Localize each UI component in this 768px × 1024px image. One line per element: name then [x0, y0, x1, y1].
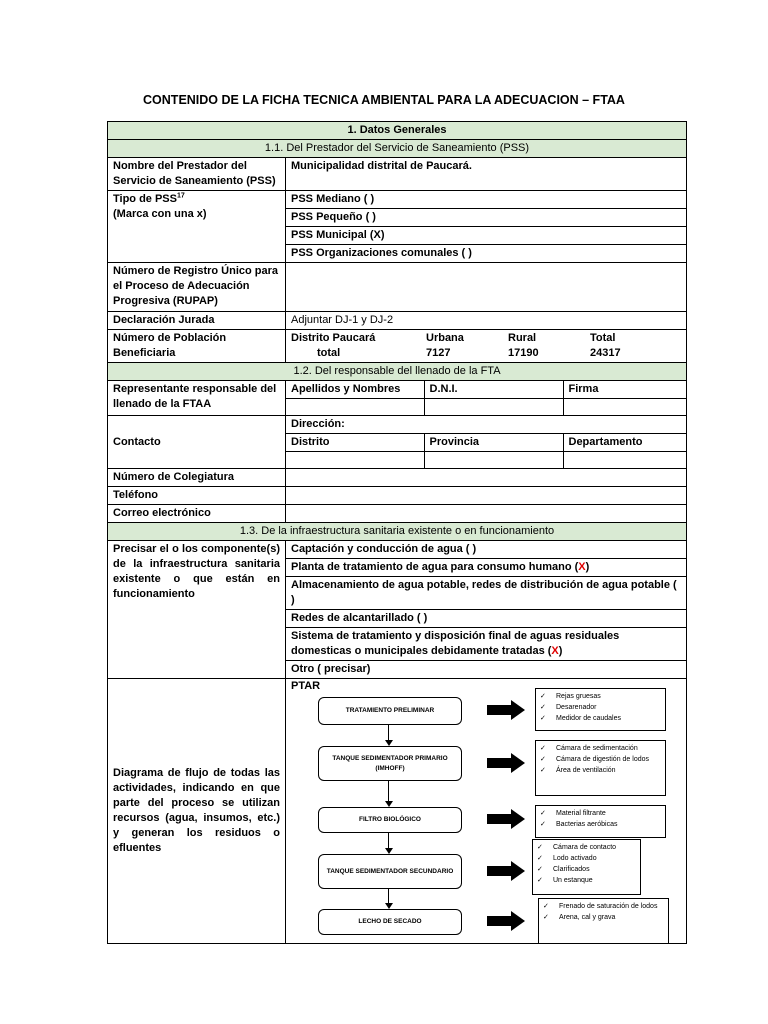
componente-planta: Planta de tratamiento de agua para consumo humano (X)	[286, 559, 687, 577]
check-icon: ✓	[540, 767, 546, 774]
section-1-header: 1. Datos Generales	[108, 122, 687, 140]
process-step: FILTRO BIOLÓGICO	[318, 807, 462, 833]
ficha-table	[107, 121, 687, 944]
note-text: Bacterias aeróbicas	[556, 821, 618, 828]
note-text: Rejas gruesas	[556, 693, 601, 700]
representante-label: Representante responsable del llenado de la FTAA	[108, 381, 286, 416]
registro-value	[286, 263, 687, 312]
poblacion-urbana-value: 7127	[426, 347, 451, 359]
right-arrow-icon	[487, 753, 525, 773]
check-icon: ✓	[540, 715, 546, 722]
componente-otro: Otro ( precisar)	[286, 661, 687, 679]
telefono-value	[286, 487, 687, 505]
nombre-pss-value: Municipalidad distrital de Paucará.	[286, 158, 687, 191]
poblacion-urbana-label: Urbana	[426, 332, 464, 344]
step-notes-box	[532, 839, 641, 895]
right-arrow-icon	[487, 911, 525, 931]
section-1-3-header: 1.3. De la infraestructura sanitaria existente o en funcionamiento	[108, 523, 687, 541]
provincia-header: Provincia	[424, 434, 563, 451]
check-icon: ✓	[540, 756, 546, 763]
tipo-option-pequeno: PSS Pequeño ( )	[286, 209, 687, 227]
note-text: Arena, cal y grava	[559, 914, 616, 921]
firma-value	[563, 399, 686, 415]
process-step: TANQUE SEDIMENTADOR PRIMARIO (IMHOFF)	[318, 746, 462, 781]
check-icon: ✓	[540, 821, 546, 828]
note-item	[540, 765, 662, 776]
note-item	[537, 864, 637, 875]
componente-captacion: Captación y conducción de agua ( )	[286, 541, 687, 559]
representante-values	[286, 399, 687, 416]
step-notes-box	[535, 740, 666, 796]
diagrama-label: Diagrama de flujo de todas las actividades, indicando en que parte del proceso se utilizan recursos (agua, insumos, etc.) y generan los residuos o efluentes	[108, 679, 286, 944]
nombre-pss-label: Nombre del Prestador del Servicio de Saneamiento (PSS)	[108, 158, 286, 191]
check-icon: ✓	[537, 866, 543, 873]
note-text: Área de ventilación	[556, 767, 616, 774]
note-text: Frenado de saturación de lodos	[559, 903, 658, 910]
note-item	[537, 875, 637, 886]
apellidos-header: Apellidos y Nombres	[286, 381, 424, 398]
componente-alcantarillado: Redes de alcantarillado ( )	[286, 610, 687, 628]
check-icon: ✓	[540, 810, 546, 817]
note-item	[540, 754, 662, 765]
tipo-pss-label: Tipo de PSS$^{17}$ (Marca con una x)	[108, 191, 286, 263]
process-step: LECHO DE SECADO	[318, 909, 462, 935]
check-icon: ✓	[540, 704, 546, 711]
note-item	[540, 702, 662, 713]
note-text: Desarenador	[556, 704, 597, 711]
step-notes-box	[535, 805, 666, 838]
flow-connector	[388, 781, 389, 801]
note-text: Lodo activado	[553, 855, 597, 862]
provincia-value	[424, 452, 563, 468]
note-item	[540, 713, 662, 724]
tratamiento-mark: X	[551, 645, 559, 657]
colegiatura-label: Número de Colegiatura	[108, 469, 286, 487]
precisar-label: Precisar el o los componente(s) de la infraestructura sanitaria existente o que están en funcionamiento	[108, 541, 286, 679]
dni-header: D.N.I.	[424, 381, 563, 398]
poblacion-distrito: Distrito Paucará	[291, 332, 376, 344]
right-arrow-icon	[487, 700, 525, 720]
departamento-header: Departamento	[568, 436, 643, 448]
poblacion-total-label: Total	[590, 332, 616, 344]
tipo-option-municipal: PSS Municipal (X)	[286, 227, 687, 245]
section-1-1-header: 1.1. Del Prestador del Servicio de Saneamiento (PSS)	[108, 140, 687, 158]
right-arrow-icon	[487, 861, 525, 881]
note-item	[540, 743, 662, 754]
declaracion-label: Declaración Jurada	[108, 312, 286, 330]
poblacion-total-word: total	[317, 347, 341, 359]
flow-connector	[388, 833, 389, 848]
tipo-option-comunales: PSS Organizaciones comunales ( )	[286, 245, 687, 263]
componente-almacenamiento: Almacenamiento de agua potable, redes de distribución de agua potable ( )	[286, 577, 687, 610]
note-item	[543, 901, 665, 912]
ubicacion-header	[286, 434, 687, 452]
registro-label: Número de Registro Único para el Proceso de Adecuación Progresiva (RUPAP)	[108, 263, 286, 312]
note-item	[537, 853, 637, 864]
note-item	[540, 691, 662, 702]
note-item	[543, 912, 665, 923]
telefono-label: Teléfono	[108, 487, 286, 505]
step-notes-box	[535, 688, 666, 731]
check-icon: ✓	[540, 693, 546, 700]
contacto-label: Contacto	[108, 416, 286, 469]
note-text: Cámara de digestión de lodos	[556, 756, 650, 763]
colegiatura-value	[286, 469, 687, 487]
check-icon: ✓	[537, 844, 543, 851]
poblacion-label: Número de Población Beneficiaria	[108, 330, 286, 363]
poblacion-total-value: 24317	[590, 347, 621, 359]
firma-header: Firma	[568, 383, 599, 395]
poblacion-value	[286, 330, 687, 363]
ptar-title: PTAR	[291, 680, 321, 692]
planta-mark: X	[578, 561, 586, 573]
distrito-header: Distrito	[286, 434, 424, 451]
note-text: Un estanque	[553, 877, 593, 884]
apellidos-value	[286, 399, 424, 415]
correo-label: Correo electrónico	[108, 505, 286, 523]
distrito-value	[286, 452, 424, 468]
flow-connector	[388, 725, 389, 740]
note-text: Cámara de contacto	[553, 844, 617, 851]
process-step: TRATAMIENTO PRELIMINAR	[318, 697, 462, 725]
process-step: TANQUE SEDIMENTADOR SECUNDARIO	[318, 854, 462, 889]
note-text: Medidor de caudales	[556, 715, 621, 722]
step-notes-box	[538, 898, 669, 944]
poblacion-rural-value: 17190	[508, 347, 539, 359]
note-text: Material filtrante	[556, 810, 606, 817]
dni-value	[424, 399, 563, 415]
flow-connector	[388, 889, 389, 903]
document-title: CONTENIDO DE LA FICHA TECNICA AMBIENTAL PARA LA ADECUACION – FTAA	[143, 93, 625, 107]
poblacion-rural-label: Rural	[508, 332, 537, 344]
section-1-2-header: 1.2. Del responsable del llenado de la FTA	[108, 363, 687, 381]
check-icon: ✓	[543, 914, 549, 921]
departamento-value	[563, 452, 686, 468]
note-item	[540, 819, 662, 830]
note-text: Clarificados	[553, 866, 590, 873]
representante-header	[286, 381, 687, 399]
right-arrow-icon	[487, 809, 525, 829]
check-icon: ✓	[537, 855, 543, 862]
check-icon: ✓	[540, 745, 546, 752]
diagrama-cell	[286, 679, 687, 944]
ubicacion-values	[286, 452, 687, 469]
note-item	[540, 808, 662, 819]
componente-tratamiento: Sistema de tratamiento y disposición final de aguas residuales domesticas o municipales debidamente tratadas (X)	[286, 628, 687, 661]
direccion-label: Dirección:	[286, 416, 687, 434]
note-text: Cámara de sedimentación	[556, 745, 638, 752]
check-icon: ✓	[537, 877, 543, 884]
declaracion-value: Adjuntar DJ-1 y DJ-2	[286, 312, 687, 330]
check-icon: ✓	[543, 903, 549, 910]
flow-diagram	[291, 679, 686, 943]
tipo-option-mediano: PSS Mediano ( )	[286, 191, 687, 209]
correo-value	[286, 505, 687, 523]
note-item	[537, 842, 637, 853]
